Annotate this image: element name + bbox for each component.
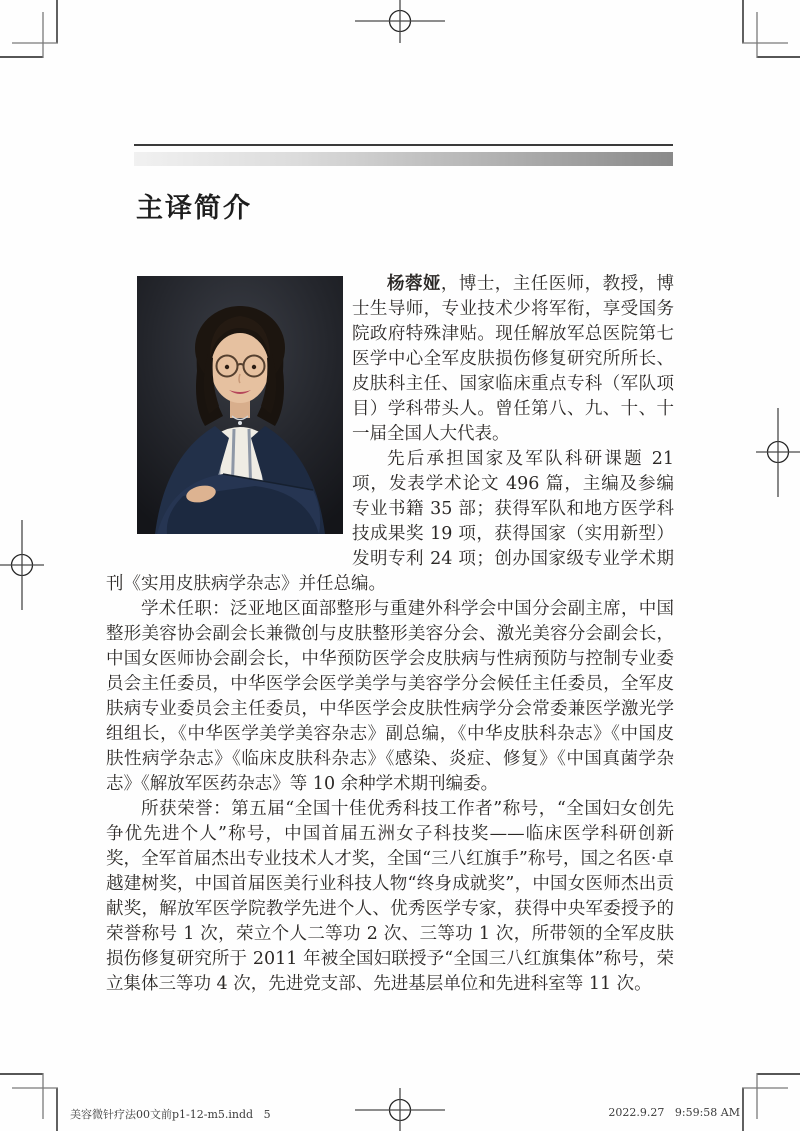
bio-paragraph-1-text: ，博士，主任医师，教授，博士生导师，专业技术少将军衔，享受国务院政府特殊津贴。现任解放军总医院第七医学中心全军皮肤损伤修复研究所所长、皮肤科主任、国家临床重点专科（军队项目）学科带头人。曾任第八、九、十、十一届全国人大代表。 <box>352 274 675 444</box>
translator-name: 杨蓉娅 <box>387 274 441 294</box>
bio-section <box>106 272 674 997</box>
bio-paragraph-4: 所获荣誉：第五届“全国十佳优秀科技工作者”称号，“全国妇女创先争优先进个人”称号，中国首届五洲女子科技奖——临床医学科研创新奖，全军首届杰出专业技术人才奖，全国“三八红旗手”称号，国之名医·卓越建树奖，中国首届医美行业科技人物“终身成就奖”，中国女医师杰出贡献奖，解放军医学院教学先进个人、优秀医学专家，获得中央军委授予的荣誉称号 1 次，荣立个人二等功 2 次、三等功 1 次，所带领的全军皮肤损伤修复研究所于 2011 年被全国妇联授予“全国三八红旗集体”称号，荣立集体三等功 4 次，先进党支部、先进基层单位和先进科室等 11 次。 <box>106 799 674 994</box>
header-rule <box>134 144 673 146</box>
header-gradient-bar <box>134 152 673 166</box>
footer-filename: 美容微针疗法00文前p1-12-m5.indd 5 <box>70 1108 271 1121</box>
footer-timestamp: 2022.9.27 9:59:58 AM <box>608 1106 740 1119</box>
page-title: 主译简介 <box>136 193 252 224</box>
portrait-photo-icon <box>137 276 343 534</box>
bio-paragraph-3: 学术任职：泛亚地区面部整形与重建外科学会中国分会副主席，中国整形美容协会副会长兼微创与皮肤整形美容分会、激光美容分会副会长，中国女医师协会副会长，中华预防医学会皮肤病与性病预防与控制专业委员会主任委员，中华医学会医学美学与美容学分会候任主任委员，全军皮肤病专业委员会主任委员，中华医学会皮肤性病学分会常委兼医学激光学组组长，《中华医学美学美容杂志》副总编，《中华皮肤科杂志》《中国皮肤性病学杂志》《临床皮肤科杂志》《感染、炎症、修复》《中国真菌学杂志》《解放军医药杂志》等 10 余种学术期刊编委。 <box>106 599 674 794</box>
portrait-photo <box>137 276 343 534</box>
bio-paragraph-2: 先后承担国家及军队科研课题 21 项，发表学术论文 496 篇，主编及参编专业书籍 35 部；获得军队和地方医学科技成果奖 19 项，获得国家（实用新型）发明专利 24 项；创办国家级专业学术期刊《实用皮肤病学杂志》并任总编。 <box>106 449 674 594</box>
